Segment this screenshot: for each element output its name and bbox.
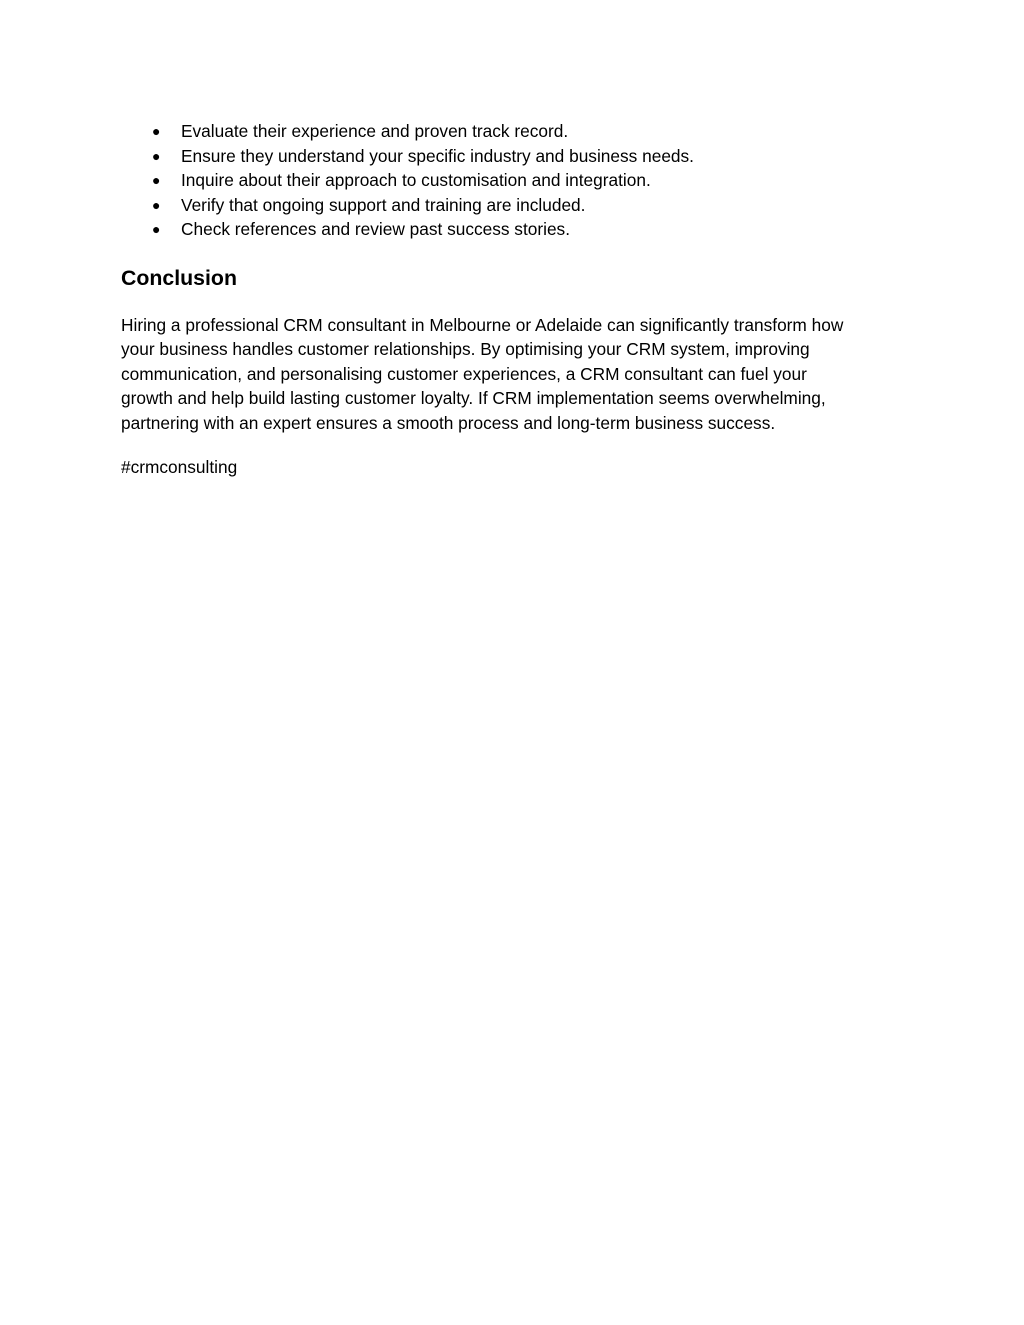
bullet-icon: ● — [152, 147, 161, 164]
bullet-list — [121, 119, 911, 242]
paragraph-line: your business handles customer relationships. By optimising your CRM system, improving — [121, 339, 810, 360]
list-item — [121, 168, 911, 193]
list-item — [121, 193, 911, 218]
list-item-text: Ensure they understand your specific industry and business needs. — [181, 145, 694, 166]
list-item-text: Verify that ongoing support and training are included. — [181, 194, 586, 215]
paragraph-line: communication, and personalising customer experiences, a CRM consultant can fuel your — [121, 363, 807, 384]
list-item — [121, 119, 911, 144]
list-item-text: Inquire about their approach to customisation and integration. — [181, 170, 651, 190]
bullet-icon: ● — [152, 221, 161, 237]
hashtag: #crmconsulting — [121, 457, 238, 477]
list-item — [121, 144, 911, 169]
bullet-icon: ● — [152, 196, 161, 213]
bullet-icon: ● — [152, 123, 161, 139]
list-item-text: Check references and review past success stories. — [181, 219, 570, 239]
list-item — [121, 217, 911, 242]
paragraph-line: growth and help build lasting customer loyalty. If CRM implementation seems overwhelming, — [121, 388, 826, 409]
paragraph-line: Hiring a professional CRM consultant in Melbourne or Adelaide can significantly transform how — [121, 315, 844, 335]
list-item-text: Evaluate their experience and proven track record. — [181, 121, 569, 141]
section-heading: Conclusion — [121, 266, 237, 290]
bullet-icon: ● — [152, 172, 161, 188]
conclusion-paragraph — [121, 313, 911, 435]
paragraph-line: partnering with an expert ensures a smooth process and long-term business success. — [121, 412, 776, 433]
